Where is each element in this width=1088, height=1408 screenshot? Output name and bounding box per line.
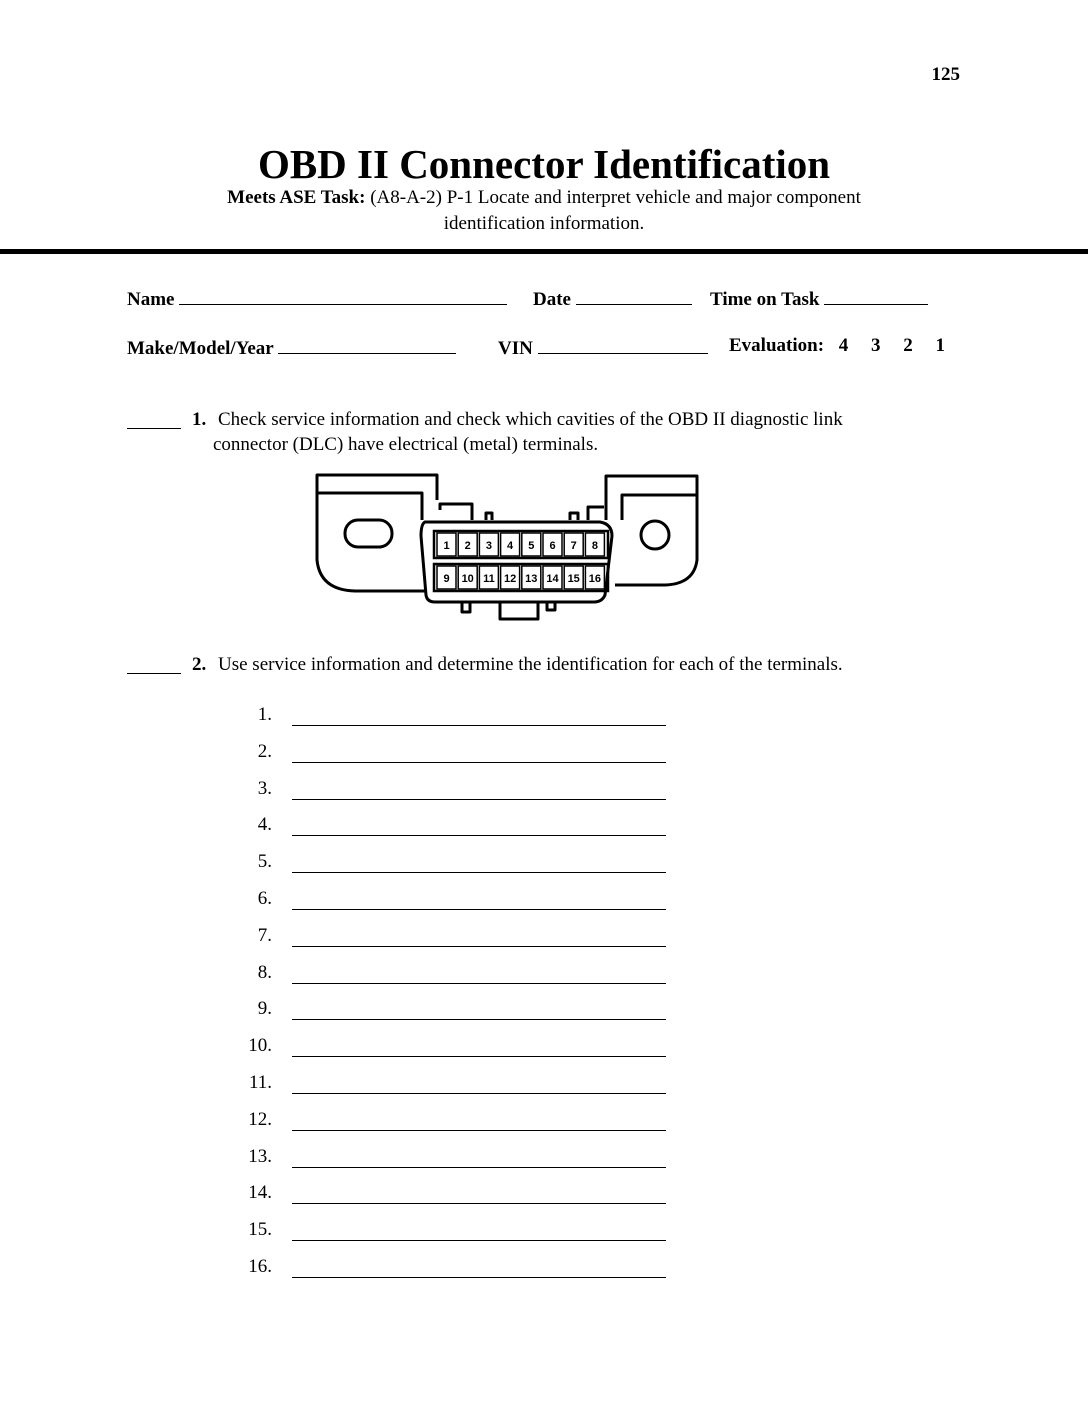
pin-number: 3 bbox=[485, 540, 492, 552]
terminal-number: 2. bbox=[257, 740, 272, 762]
pin-number: 10 bbox=[461, 573, 474, 585]
page-title: OBD II Connector Identification bbox=[257, 141, 831, 187]
terminal-answer-line[interactable] bbox=[292, 1167, 666, 1168]
terminal-number: 5. bbox=[257, 851, 272, 873]
terminal-number: 7. bbox=[257, 924, 272, 946]
vin-blank[interactable] bbox=[538, 335, 708, 354]
ase-task-line2: identification information. bbox=[443, 213, 645, 234]
left-oval-hole bbox=[345, 520, 392, 547]
pin-number: 5 bbox=[528, 540, 535, 552]
task-1-text-line2: connector (DLC) have electrical (metal) terminals. bbox=[213, 434, 599, 455]
terminal-answer-line[interactable] bbox=[292, 909, 666, 910]
terminal-number: 14. bbox=[248, 1182, 272, 1204]
pin-number: 15 bbox=[567, 573, 580, 585]
terminal-answer-line[interactable] bbox=[292, 983, 666, 984]
pin-number: 12 bbox=[503, 573, 517, 585]
evaluation-field bbox=[729, 335, 945, 357]
pin-number: 9 bbox=[443, 573, 450, 585]
terminal-answer-line[interactable] bbox=[292, 762, 666, 763]
right-round-hole bbox=[641, 521, 669, 549]
date-blank[interactable] bbox=[576, 286, 692, 305]
terminal-answer-line[interactable] bbox=[292, 799, 666, 800]
pin-number: 11 bbox=[483, 573, 495, 585]
terminal-answer-line[interactable] bbox=[292, 835, 666, 836]
name-label: Name bbox=[127, 289, 175, 310]
terminal-number: 15. bbox=[248, 1219, 272, 1241]
terminal-answer-line[interactable] bbox=[292, 1056, 666, 1057]
date-field[interactable] bbox=[533, 286, 692, 311]
make-model-year-field[interactable] bbox=[127, 335, 456, 360]
terminal-number: 1. bbox=[257, 704, 272, 725]
vin-label: VIN bbox=[498, 338, 533, 359]
terminal-answer-line[interactable] bbox=[292, 1277, 666, 1278]
obd2-connector-diagram bbox=[300, 465, 720, 635]
pin-number: 7 bbox=[570, 540, 577, 552]
terminal-answer-line[interactable] bbox=[292, 1203, 666, 1204]
task-1-text-line1: Check service information and check which cavities of the OBD II diagnostic link bbox=[218, 409, 843, 430]
right-mounting-flange bbox=[606, 476, 697, 585]
make-model-year-blank[interactable] bbox=[278, 335, 456, 354]
evaluation-score[interactable]: 2 bbox=[903, 335, 913, 356]
evaluation-score[interactable]: 4 bbox=[838, 335, 849, 356]
terminal-number: 16. bbox=[248, 1256, 272, 1277]
terminal-number: 10. bbox=[248, 1035, 272, 1057]
pin-number: 14 bbox=[546, 573, 559, 585]
task-2-text: Use service information and determine the identification for each of the terminals. bbox=[218, 654, 843, 675]
date-label: Date bbox=[533, 289, 571, 310]
terminal-number: 6. bbox=[257, 888, 272, 909]
pin-number: 13 bbox=[525, 573, 538, 585]
pin-number: 1 bbox=[443, 540, 450, 552]
task-1-check-blank[interactable] bbox=[127, 428, 181, 429]
terminal-number: 11. bbox=[248, 1072, 272, 1093]
pin-number: 6 bbox=[549, 540, 556, 552]
pin-number: 16 bbox=[588, 573, 602, 585]
evaluation-score[interactable]: 3 bbox=[871, 335, 881, 356]
ase-task-line1 bbox=[0, 187, 1088, 209]
make-model-year-label: Make/Model/Year bbox=[127, 338, 274, 359]
pin-number: 8 bbox=[591, 540, 598, 552]
terminal-number: 13. bbox=[248, 1145, 272, 1167]
terminal-answer-line[interactable] bbox=[292, 1240, 666, 1241]
terminal-answer-line[interactable] bbox=[292, 1130, 666, 1131]
time-on-task-label: Time on Task bbox=[710, 289, 820, 310]
terminal-number: 8. bbox=[257, 961, 272, 983]
terminal-number: 9. bbox=[257, 998, 272, 1020]
terminal-number: 3. bbox=[257, 777, 272, 799]
pin-number: 2 bbox=[464, 540, 471, 552]
time-on-task-blank[interactable] bbox=[824, 286, 928, 305]
vin-field[interactable] bbox=[498, 335, 708, 360]
terminal-number: 12. bbox=[248, 1108, 272, 1130]
ase-task-text: (A8-A-2) P-1 Locate and interpret vehicle and major component bbox=[370, 187, 861, 208]
terminal-answer-line[interactable] bbox=[292, 946, 666, 947]
task-2-check-blank[interactable] bbox=[127, 673, 181, 674]
name-field[interactable] bbox=[127, 286, 507, 311]
task-1-number: 1. bbox=[192, 409, 207, 430]
terminal-number: 4. bbox=[257, 814, 272, 836]
terminal-answer-line[interactable] bbox=[292, 1093, 666, 1094]
terminal-answer-line[interactable] bbox=[292, 725, 666, 726]
task-2-number: 2. bbox=[192, 654, 207, 675]
name-blank[interactable] bbox=[179, 286, 507, 305]
page-number: 125 bbox=[931, 64, 960, 85]
pin-number: 4 bbox=[507, 540, 514, 552]
terminal-answer-line[interactable] bbox=[292, 872, 666, 873]
evaluation-label: Evaluation: bbox=[729, 335, 825, 356]
evaluation-score[interactable]: 1 bbox=[935, 335, 946, 356]
divider-rule bbox=[0, 249, 1088, 254]
time-on-task-field[interactable] bbox=[710, 286, 928, 311]
ase-task-label: Meets ASE Task: bbox=[227, 187, 366, 208]
terminal-answer-line[interactable] bbox=[292, 1019, 666, 1020]
pin-grid bbox=[434, 531, 608, 591]
